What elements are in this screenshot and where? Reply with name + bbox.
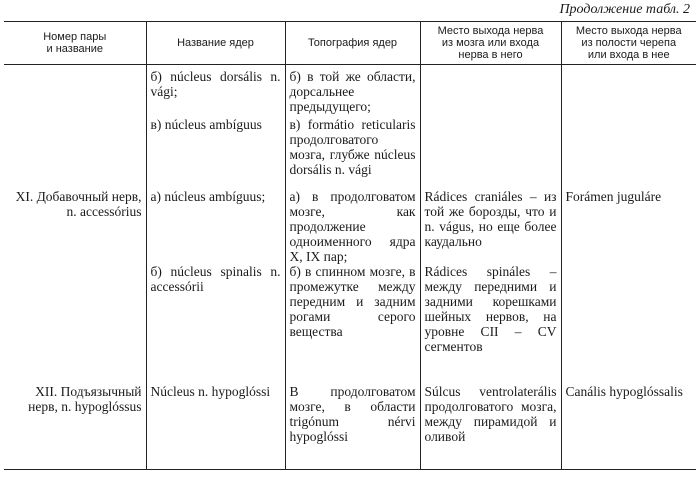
cell-empty: [4, 117, 146, 189]
header-nuclei: Название ядер: [146, 22, 285, 65]
table-row: [4, 65, 696, 117]
header-topography: Топография ядер: [285, 22, 420, 65]
cell-empty: [561, 117, 696, 189]
cell-nuclei: а) núcleus ambíguus;: [146, 189, 285, 264]
cell-nuclei: б) núcleus spinalis n. accessórii: [146, 264, 285, 380]
cell-topography: б) в той же области, дорсальнее предыдущего;: [285, 65, 420, 117]
cell-topography: в) formátio reticularis продолговатого мозга, глубже núcleus dorsális n. vági: [285, 117, 420, 189]
cell-nuclei: в) núcleus ambíguus: [146, 117, 285, 189]
header-pair-name: Номер пары и название: [4, 22, 146, 65]
cell-nuclei: Núcleus n. hypoglóssi: [146, 380, 285, 470]
table-row: [4, 264, 696, 380]
cell-exit-brain: Rádices craniáles – из той же борозды, что и n. vágus, но еще более каудально: [420, 189, 561, 264]
cell-topography: б) в спинном мозге, в промежутке между передним и задним рогами серого вещества: [285, 264, 420, 380]
cell-topography: В продолговатом мозге, в области trigónum nérvi hypoglóssi: [285, 380, 420, 470]
cell-exit-skull: Forámen juguláre: [561, 189, 696, 264]
table-row: [4, 117, 696, 189]
nerve-table: [4, 21, 696, 470]
cell-nerve-name: XII. Подъязычный нерв, n. hypoglóssus: [4, 380, 146, 470]
cell-topography: а) в продолговатом мозге, как продолжение одноименного ядра X, IX пар;: [285, 189, 420, 264]
cell-empty: [561, 65, 696, 117]
table-row: [4, 189, 696, 264]
cell-nuclei: б) núcleus dorsális n. vági;: [146, 65, 285, 117]
cell-empty: [420, 65, 561, 117]
cell-exit-brain: Súlcus ventrolaterális продолговатого мозга, между пирамидой и оливой: [420, 380, 561, 470]
cell-nerve-name: XI. Добавочный нерв, n. accessórius: [15, 188, 142, 219]
table-caption: Продолжение табл. 2: [559, 2, 690, 17]
cell-exit-brain: Rádices spináles – между передними и задними корешками шейных нервов, на уровне CII – CV сегментов: [420, 264, 561, 380]
header-exit-brain: Место выхода нерва из мозга или входа нерва в него: [420, 22, 561, 65]
table-header-row: [4, 22, 696, 65]
cell-empty: [4, 264, 146, 380]
header-exit-skull: Место выхода нерва из полости черепа или входа в нее: [561, 22, 696, 65]
cell-exit-skull: Canális hypoglóssalis: [561, 380, 696, 470]
cell-empty: [4, 65, 146, 117]
table-row: [4, 380, 696, 470]
cell-empty: [420, 117, 561, 189]
cell-empty: [561, 264, 696, 380]
